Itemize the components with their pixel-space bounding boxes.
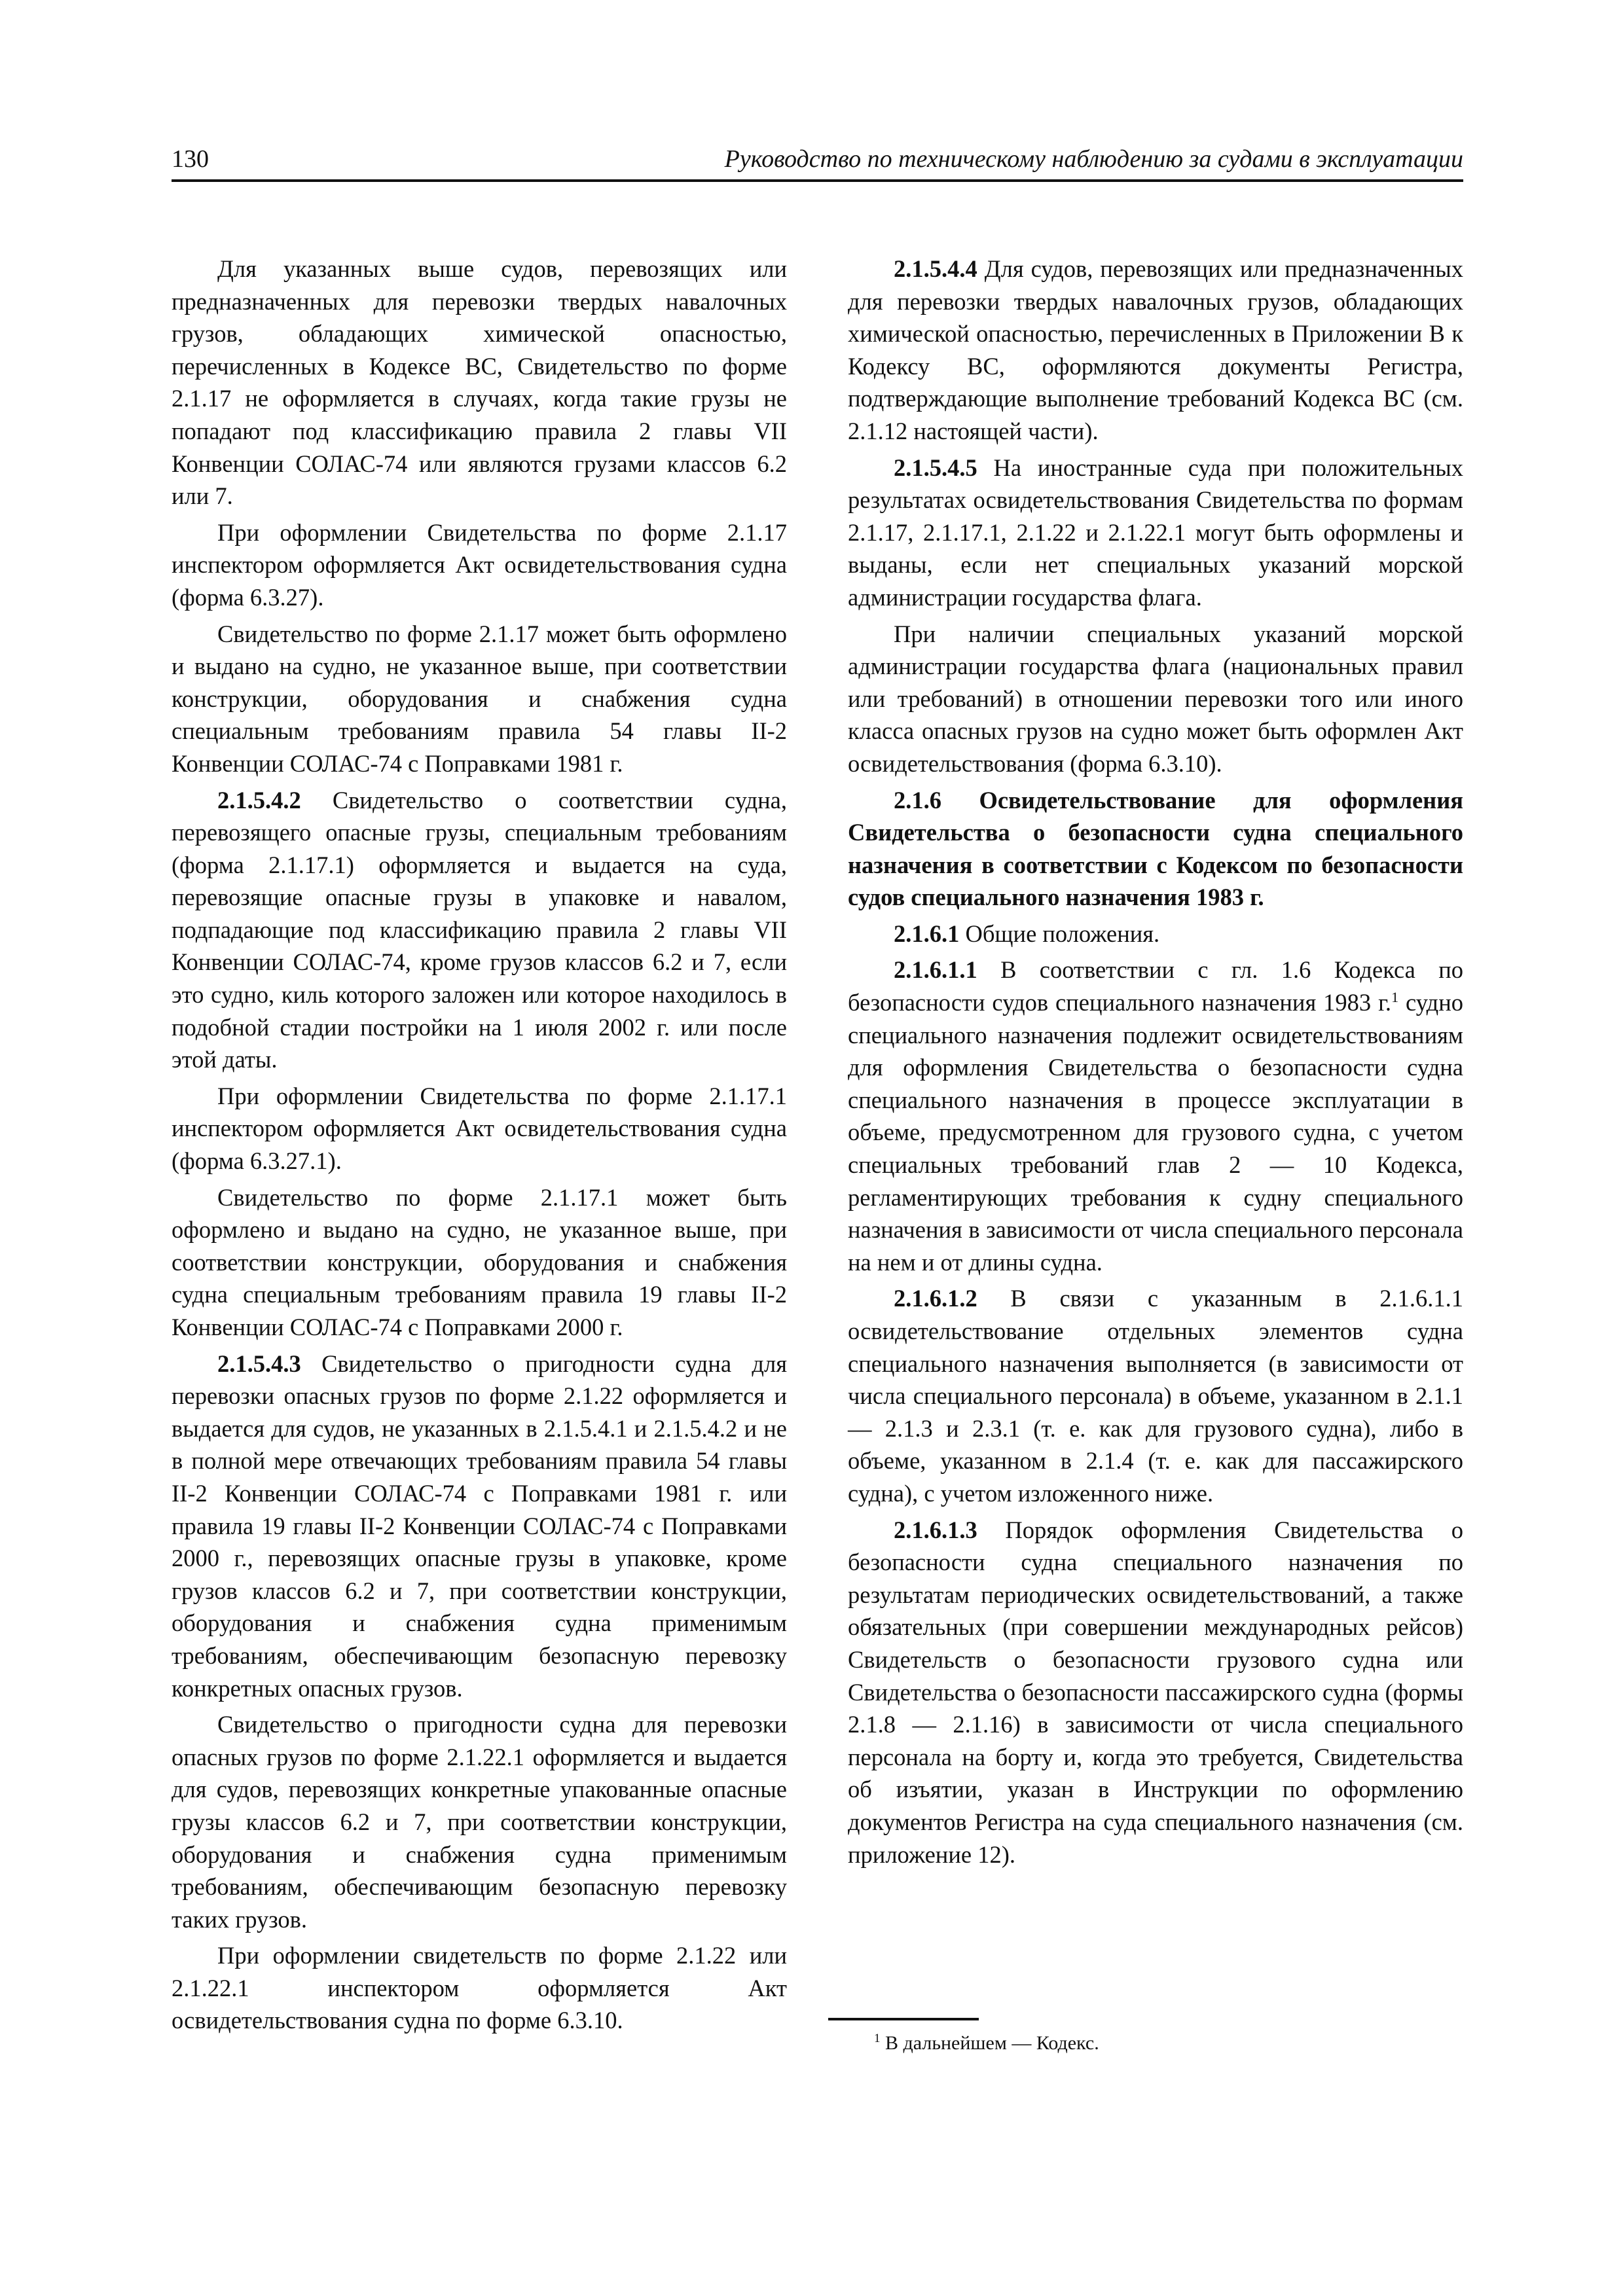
running-title: Руководство по техническому наблюдению за судами в эксплуатации <box>724 145 1463 173</box>
paragraph: Для указанных выше судов, перевозящих или предназначенных для перевозки твердых навалочных грузов, обладающих химической опасностью, перечисленных в Кодексе ВС, Свидетельство по форме 2.1.17 не оформляется в случаях, когда такие грузы не попадают под классификацию правила 2 главы VII Конвенции СОЛАС-74 или являются грузами классов 6.2 или 7. <box>172 255 787 510</box>
paragraph-2-1-6-1-3: 2.1.6.1.3 Порядок оформления Свидетельства о безопасности судна специального назначения по результатам периодических освидетельствований, а также обязательных (при совершении международных рейсов) Свидетельств о безопасности грузового судна или Свидетельства о безопасности пассажирского судна (формы 2.1.8 — 2.1.16) в зависимости от числа специального персонала на борту и, когда это требуется, Свидетельства об изъятии, указан в Инструкции по оформлению документов Регистра на суда специального назначения (см. приложение 12). <box>848 1516 1463 1868</box>
clause-number: 2.1.6.1.3 <box>894 1516 977 1543</box>
clause-number: 2.1.6.1.2 <box>894 1285 977 1312</box>
paragraph-2-1-6-1-1: 2.1.6.1.1 В соответствии с гл. 1.6 Кодекса по безопасности судов специального назначения 1983 г.$^1$ судно специального назначения подлежит освидетельствованиям для оформления Свидетельства о безопасности судна специального назначения в процессе эксплуатации в объеме, предусмотренном для грузового судна, с учетом специальных требований глав 2 — 10 Кодекса, регламентирующих требования к судну специального назначения в зависимости от числа специального персонала на нем и от длины судна. <box>848 956 1463 1276</box>
paragraph-2-1-5-4-4: 2.1.5.4.4 Для судов, перевозящих или предназначенных для перевозки твердых навалочных грузов, обладающих химической опасностью, перечисленных в Приложении В к Кодексу ВС, оформляются документы Регистра, подтверждающие выполнение требований Кодекса ВС (см. 2.1.12 настоящей части). <box>848 255 1463 444</box>
paragraph: При наличии специальных указаний морской администрации государства флага (национальных правил или требований) в отношении перевозки того или иного класса опасных грузов на судно может быть оформлен Акт освидетельствования (форма 6.3.10). <box>848 620 1463 777</box>
clause-number: 2.1.5.4.3 <box>217 1350 301 1377</box>
footnote-mark: 1 <box>874 2032 881 2045</box>
paragraph: Свидетельство по форме 2.1.17 может быть оформлено и выдано на судно, не указанное выше, при соответствии конструкции, оборудования и снабжения судна специальным требованиям правила 54 главы II-2 Конвенции СОЛАС-74 с Поправками 1981 г. <box>172 620 787 777</box>
section-heading-2-1-6: 2.1.6 Освидетельствование для оформления Свидетельства о безопасности судна специального назначения в соответствии с Кодексом по безопасности судов специального назначения 1983 г. <box>848 786 1463 911</box>
paragraph: При оформлении свидетельств по форме 2.1.22 или 2.1.22.1 инспектором оформляется Акт освидетельствования судна по форме 6.3.10. <box>172 1942 787 2034</box>
left-column <box>172 253 787 2041</box>
footnote-divider <box>828 2018 979 2020</box>
page-number: 130 <box>172 145 209 173</box>
footnote-reference: 1 <box>1391 988 1399 1005</box>
paragraph-2-1-6-1: 2.1.6.1 Общие положения. <box>894 920 1160 947</box>
clause-number: 2.1.5.4.4 <box>894 255 977 282</box>
footnote: $^1$ В дальнейшем — Кодекс. <box>874 2032 1099 2054</box>
paragraph: При оформлении Свидетельства по форме 2.1.17 инспектором оформляется Акт освидетельствования судна (форма 6.3.27). <box>172 518 787 611</box>
clause-number: 2.1.5.4.2 <box>217 786 301 814</box>
paragraph-2-1-5-4-3: 2.1.5.4.3 Свидетельство о пригодности судна для перевозки опасных грузов по форме 2.1.22 оформляется и выдается для судов, не указанных в 2.1.5.4.1 и 2.1.5.4.2 и не в полной мере отвечающих требованиям правила 54 главы II-2 Конвенции СОЛАС-74 с Поправками 1981 г. или правила 19 главы II-2 Конвенции СОЛАС-74 с Поправками 2000 г., перевозящих опасные грузы в упаковке, кроме грузов классов 6.2 и 7, при соответствии конструкции, оборудования и снабжения судна применимым требованиям, обеспечивающим безопасную перевозку конкретных опасных грузов. <box>172 1350 787 1702</box>
clause-number: 2.1.6.1 <box>894 920 960 947</box>
paragraph: При оформлении Свидетельства по форме 2.1.17.1 инспектором оформляется Акт освидетельствования судна (форма 6.3.27.1). <box>172 1082 787 1175</box>
paragraph-2-1-5-4-2: 2.1.5.4.2 Свидетельство о соответствии судна, перевозящего опасные грузы, специальным требованиям (форма 2.1.17.1) оформляется и выдается на суда, перевозящие опасные грузы в упаковке и навалом, подпадающие под классификацию правила 2 главы VII Конвенции СОЛАС-74, кроме грузов классов 6.2 и 7, если это судно, киль которого заложен или которое находилось в подобной стадии постройки на 1 июля 2002 г. или после этой даты. <box>172 786 787 1073</box>
paragraph: Свидетельство по форме 2.1.17.1 может быть оформлено и выдано на судно, не указанное выше, при соответствии конструкции, оборудования и снабжения судна специальным требованиям правила 19 главы II-2 Конвенции СОЛАС-74 с Поправками 2000 г. <box>172 1183 787 1340</box>
paragraph-2-1-6-1-2: 2.1.6.1.2 В связи с указанным в 2.1.6.1.1 освидетельствование отдельных элементов судна специального назначения выполняется (в зависимости от числа специального персонала) в объеме, указанном в 2.1.1 — 2.1.3 и 2.3.1 (т. е. как для грузового судна), либо в объеме, указанном в 2.1.4 (т. е. как для пассажирского судна), с учетом изложенного ниже. <box>848 1285 1463 1507</box>
running-header <box>172 143 1463 182</box>
right-column <box>848 253 1463 1874</box>
clause-number: 2.1.5.4.5 <box>894 454 977 481</box>
paragraph-2-1-5-4-5: 2.1.5.4.5 На иностранные суда при положительных результатах освидетельствования Свидетельства по формам 2.1.17, 2.1.17.1, 2.1.22 и 2.1.22.1 могут быть оформлены и выданы, если нет специальных указаний морской администрации государства флага. <box>848 454 1463 611</box>
paragraph: Свидетельство о пригодности судна для перевозки опасных грузов по форме 2.1.22.1 оформляется и выдается для судов, перевозящих конкретные упакованные опасные грузы классов 6.2 и 7, при соответствии конструкции, оборудования и снабжения судна применимым требованиям, обеспечивающим безопасную перевозку таких грузов. <box>172 1711 787 1933</box>
clause-number: 2.1.6.1.1 <box>894 956 977 984</box>
